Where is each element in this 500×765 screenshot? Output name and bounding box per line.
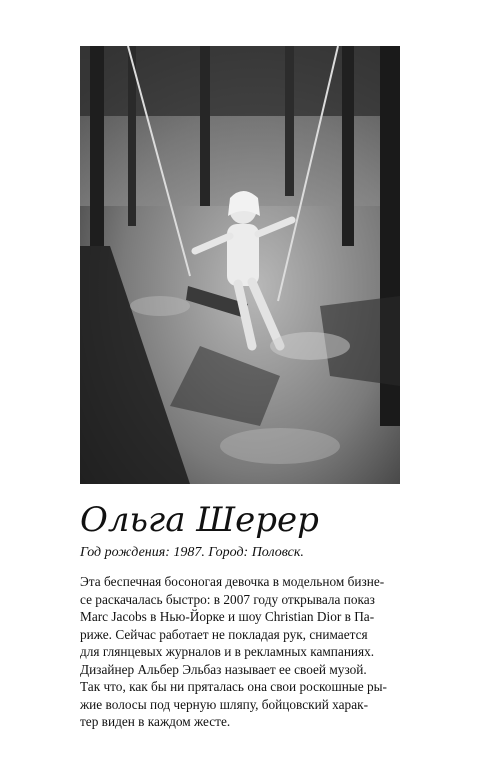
page-title: Ольга Шерер xyxy=(80,500,319,540)
body-line: Дизайнер Альбер Эльбаз называет ее своей музой. xyxy=(80,661,367,677)
body-line: Так что, как бы ни пряталась она свои роскошные ры- xyxy=(80,679,387,694)
article-body xyxy=(80,573,410,731)
birth-info: Год рождения: 1987. Город: Половск. xyxy=(80,545,304,560)
body-line: се раскачалась быстро: в 2007 году открывала показ xyxy=(80,591,375,607)
body-line: для глянцевых журналов и в рекламных кампаниях. xyxy=(80,644,375,659)
body-line: тер виден в каждом жесте. xyxy=(80,714,231,729)
photo-girl-on-swing xyxy=(80,46,400,484)
body-line: Marc Jacobs в Нью-Йорке и шоу Christian Dior в Па- xyxy=(80,609,375,624)
body-line: Эта беспечная босоногая девочка в модельном бизне- xyxy=(80,574,385,589)
body-line: жие волосы под черную шляпу, бойцовский харак- xyxy=(80,696,368,712)
body-line: риже. Сейчас работает не покладая рук, снимается xyxy=(80,626,368,642)
